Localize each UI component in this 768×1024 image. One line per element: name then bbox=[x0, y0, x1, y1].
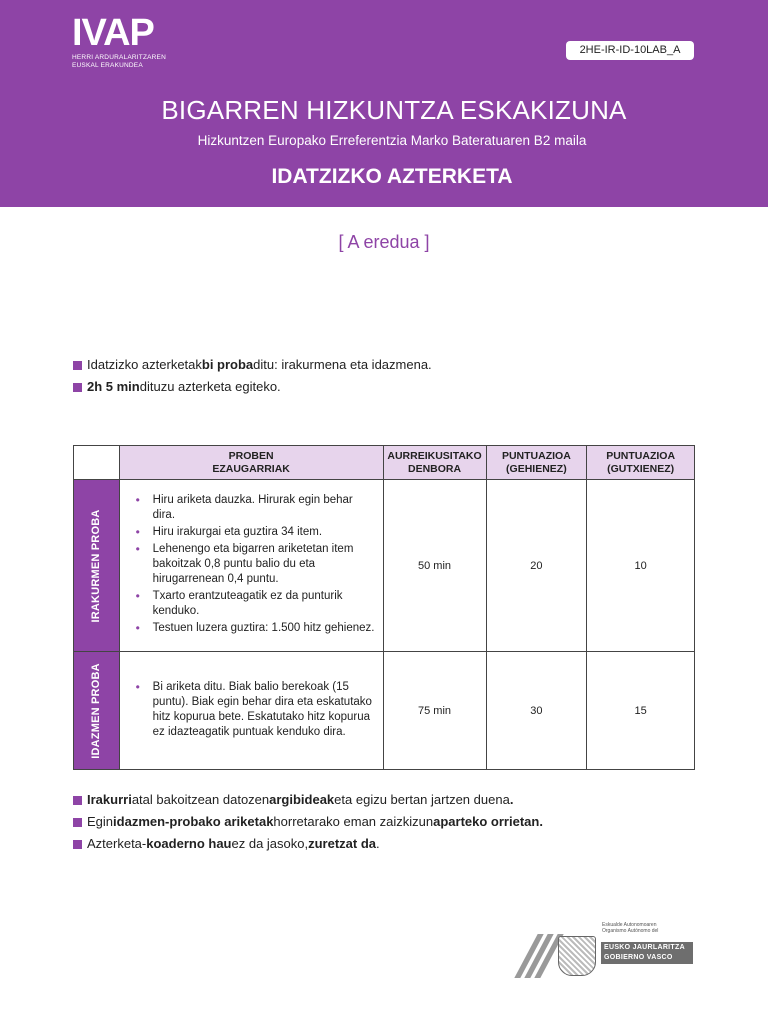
note-seg: eta egizu bertan jartzen duena bbox=[334, 792, 510, 807]
note-item bbox=[73, 789, 733, 811]
page-title: BIGARREN HIZKUNTZA ESKAKIZUNA bbox=[161, 95, 627, 125]
list-item: • Testuen luzera guztira: 1.500 hitz gehienez. bbox=[134, 621, 375, 636]
list-item: • Lehenengo eta bigarren ariketetan item bakoitzak 0,8 puntu balio du eta hirugarrenean 0,4 puntu. bbox=[134, 542, 375, 587]
writing-features bbox=[119, 652, 383, 770]
document-code-badge: 2HE-IR-ID-10LAB_A bbox=[566, 41, 694, 60]
square-bullet-icon bbox=[73, 840, 82, 849]
note-seg: horretarako eman zaizkizun bbox=[273, 814, 434, 829]
list-item: • Hiru ariketa dauzka. Hirurak egin behar dira. bbox=[134, 493, 375, 523]
row-label-text: IRAKURMEN PROBA bbox=[90, 509, 103, 622]
note-seg: . bbox=[509, 792, 514, 807]
header-features: PROBEN EZAUGARRIAK bbox=[119, 446, 383, 480]
note-seg: zuretzat da bbox=[308, 836, 377, 851]
writing-min-score: 15 bbox=[587, 652, 695, 770]
page-header bbox=[0, 0, 768, 207]
note-seg: aparteko orrietan. bbox=[433, 814, 543, 829]
table-row-reading bbox=[74, 480, 695, 652]
gov-name-box bbox=[601, 942, 693, 964]
note-seg: Irakurri bbox=[87, 792, 132, 807]
gov-small-text: Eskualde Autonomoaren Organismo Autónomo del bbox=[602, 922, 659, 934]
note-seg: Egin bbox=[87, 814, 114, 829]
logo-mark: IVAP bbox=[72, 12, 154, 54]
square-bullet-icon bbox=[73, 796, 82, 805]
intro-item bbox=[73, 376, 733, 398]
row-label-reading bbox=[74, 480, 120, 652]
note-seg: argibideak bbox=[269, 792, 335, 807]
table-row-writing bbox=[74, 652, 695, 770]
list-item: • Bi ariketa ditu. Biak balio berekoak (15 puntu). Biak egin behar dira eta eskatutako hitz kopurua bete. Eskatutako hitz kopurua ez idazteagatik puntuak kenduko dira. bbox=[134, 680, 375, 740]
note-seg: atal bakoitzean datozen bbox=[131, 792, 270, 807]
row-label-writing bbox=[74, 652, 120, 770]
square-bullet-icon bbox=[73, 383, 82, 392]
empty-corner-cell bbox=[74, 446, 120, 480]
note-seg: ez da jasoko, bbox=[231, 836, 309, 851]
gov-name-basque: EUSKO JAURLARITZA bbox=[604, 944, 685, 951]
page-subtitle: Hizkuntzen Europako Erreferentzia Marko Bateratuaren B2 maila bbox=[197, 133, 587, 148]
note-item bbox=[73, 811, 733, 833]
note-seg: . bbox=[376, 836, 380, 851]
reading-feature-list bbox=[134, 493, 375, 636]
basque-government-logo bbox=[512, 922, 702, 978]
exam-title: IDATZIZKO AZTERKETA bbox=[271, 165, 513, 188]
header-min-score: PUNTUAZIOA (GUTXIENEZ) bbox=[587, 446, 695, 480]
gov-name-spanish: GOBIERNO VASCO bbox=[604, 954, 673, 961]
header-time: AURREIKUSITAKO DENBORA bbox=[383, 446, 486, 480]
note-item bbox=[73, 833, 733, 855]
exam-structure-table bbox=[73, 445, 695, 770]
writing-feature-list bbox=[134, 680, 375, 740]
reading-min-score: 10 bbox=[587, 480, 695, 652]
reading-max-score: 20 bbox=[486, 480, 587, 652]
model-label: [ A eredua ] bbox=[338, 232, 430, 252]
intro-text-post: dituzu azterketa egiteko. bbox=[139, 379, 281, 394]
logo-subtitle: HERRI ARDURALARITZAREN EUSKAL ERAKUNDEA bbox=[72, 54, 166, 69]
intro-text-bold: bi proba bbox=[201, 357, 254, 372]
square-bullet-icon bbox=[73, 818, 82, 827]
row-label-text: IDAZMEN PROBA bbox=[90, 662, 103, 759]
ivap-logo bbox=[72, 12, 166, 69]
intro-item bbox=[73, 354, 733, 376]
note-seg: Azterketa- bbox=[87, 836, 147, 851]
notes-list bbox=[73, 789, 733, 855]
square-bullet-icon bbox=[73, 361, 82, 370]
header-max-score: PUNTUAZIOA (GEHIENEZ) bbox=[486, 446, 587, 480]
note-seg: idazmen-probako ariketak bbox=[113, 814, 274, 829]
intro-text-bold: 2h 5 min bbox=[87, 379, 140, 394]
writing-time: 75 min bbox=[383, 652, 486, 770]
intro-list bbox=[73, 354, 733, 398]
reading-features bbox=[119, 480, 383, 652]
table-header-row bbox=[74, 446, 695, 480]
note-seg: koaderno hau bbox=[146, 836, 232, 851]
list-item: • Hiru irakurgai eta guztira 34 item. bbox=[134, 525, 375, 540]
writing-max-score: 30 bbox=[486, 652, 587, 770]
intro-text-pre: Idatzizko azterketak bbox=[87, 357, 202, 372]
intro-text-post: ditu: irakurmena eta idazmena. bbox=[253, 357, 432, 372]
coat-of-arms-icon bbox=[558, 936, 596, 976]
list-item: • Txarto erantzuteagatik ez da punturik kenduko. bbox=[134, 589, 375, 619]
reading-time: 50 min bbox=[383, 480, 486, 652]
